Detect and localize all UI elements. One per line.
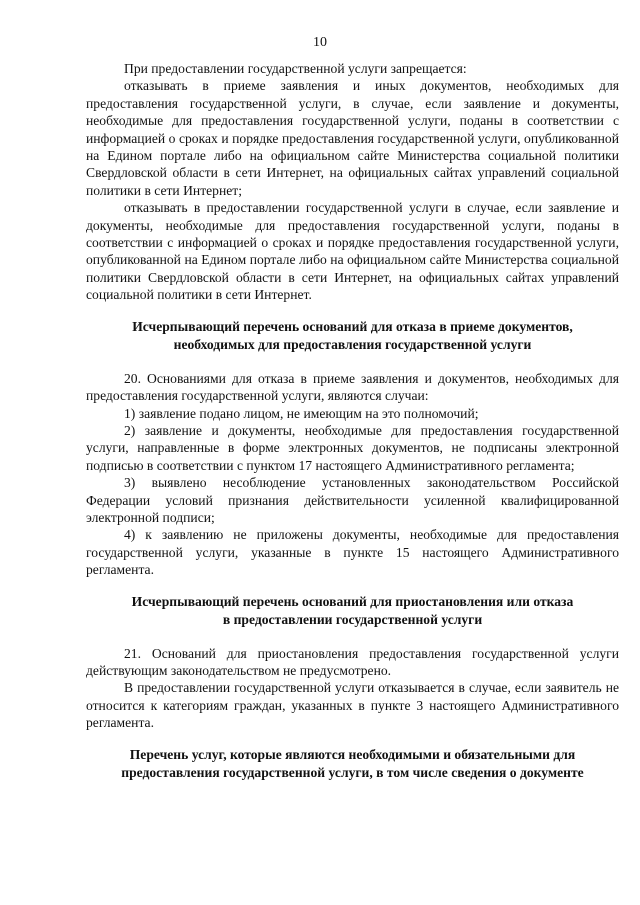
list-item: 2) заявление и документы, необходимые для предоставления государственной услуги, направленные в форме электронных документов, не подписаны электронной подписью в соответствии с пунктом 17 настоящего Административного регламента; [86, 422, 619, 473]
prohibition-paragraph: отказывать в приеме заявления и иных документов, необходимых для предоставления государственной услуги, в случае, если заявление и документы, необходимые для предоставления государственной услуги, поданы в соответствии с информацией о сроках и порядке предоставления государственной услуги, опубликованной на Едином портале либо на официальном сайте Министерства социальной политики Свердловской области в сети Интернет, на официальных сайтах управлений социальной политики в сети Интернет; [86, 78, 619, 198]
page-number: 10 [313, 35, 327, 50]
section-heading-line: Исчерпывающий перечень оснований для отказа в приеме документов, [132, 318, 573, 334]
section-heading [86, 318, 619, 354]
section-heading-line: Исчерпывающий перечень оснований для приостановления или отказа [131, 593, 574, 609]
list-item: 4) к заявлению не приложены документы, необходимые для предоставления государственной услуги, указанные в пункте 15 настоящего Административного регламента. [86, 527, 619, 578]
section-heading [86, 593, 619, 629]
section-heading [86, 746, 619, 782]
prohibition-paragraph: отказывать в предоставлении государственной услуги в случае, если заявление и документы, необходимые для предоставления государственной услуги, поданы в соответствии с информацией о сроках и порядке предоставления государственной услуги, опубликованной на Едином портале либо на официальном сайте Министерства социальной политики Свердловской области в сети Интернет, на официальных сайтах управлений социальной политики в сети Интернет. [86, 200, 619, 303]
refusal-paragraph: В предоставлении государственной услуги отказывается в случае, если заявитель не относится к категориям граждан, указанных в пункте 3 настоящего Административного регламента. [86, 680, 619, 731]
section-heading-line: в предоставлении государственной услуги [222, 611, 483, 627]
clause-21-paragraph: 21. Оснований для приостановления предоставления государственной услуги действующим законодательством не предусмотрено. [86, 645, 619, 678]
list-item: 1) заявление подано лицом, не имеющим на это полномочий; [124, 405, 479, 421]
clause-20-paragraph: 20. Основаниями для отказа в приеме заявления и документов, необходимых для предоставления государственной услуги, являются случаи: [86, 370, 619, 404]
intro-paragraph: При предоставлении государственной услуги запрещается: [124, 61, 467, 76]
section-heading-line: необходимых для предоставления государственной услуги [173, 336, 532, 352]
document-body [86, 60, 619, 782]
list-item: 3) выявлено несоблюдение установленных законодательством Российской Федерации условий признания действительности усиленной квалифицированной электронной подписи; [86, 475, 619, 525]
section-heading-line: предоставления государственной услуги, в том числе сведения о документе [121, 764, 584, 780]
section-heading-line: Перечень услуг, которые являются необходимыми и обязательными для [129, 746, 576, 762]
